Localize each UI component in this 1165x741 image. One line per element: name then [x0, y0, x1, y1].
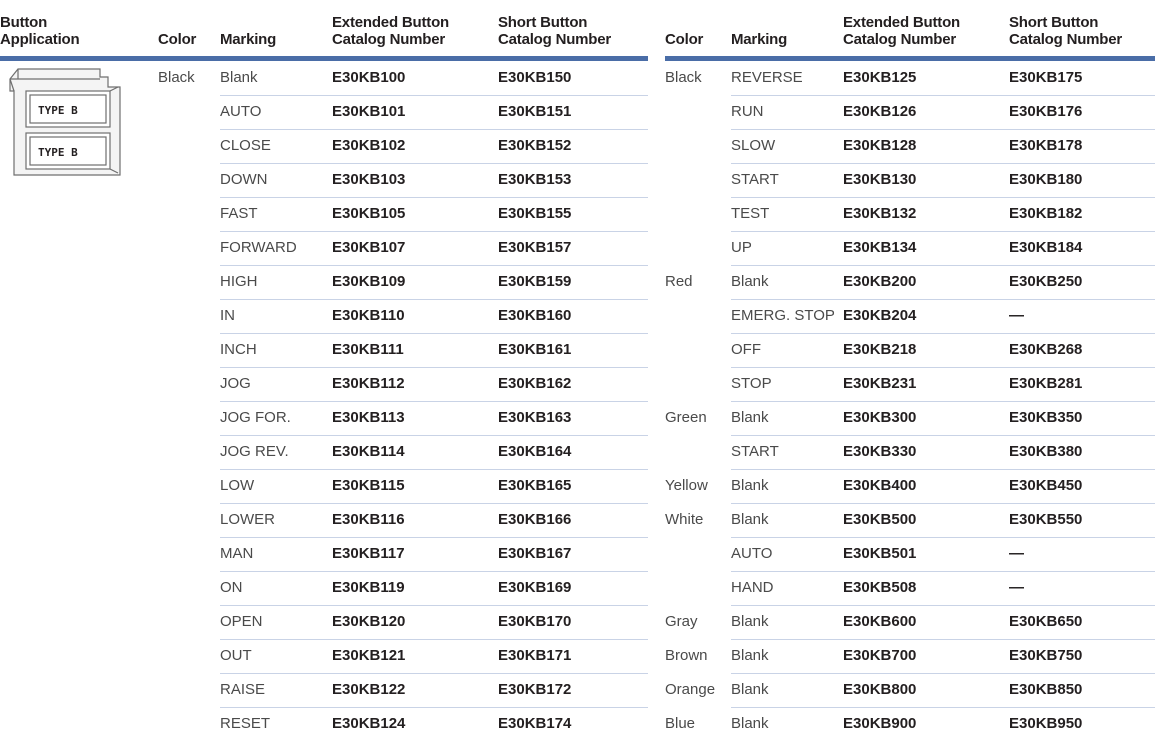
extended-cell: E30KB114 [332, 443, 405, 460]
extended-cell: E30KB500 [843, 511, 917, 528]
marking-cell: REVERSE [731, 69, 803, 86]
table-row [0, 299, 1165, 333]
short-cell: E30KB167 [498, 545, 572, 562]
extended-cell: E30KB231 [843, 375, 917, 392]
header-marking-right: Marking [731, 31, 788, 48]
marking-cell: OFF [731, 341, 761, 358]
marking-cell: FAST [220, 205, 258, 222]
illustration-label-top: TYPE B [38, 104, 78, 117]
extended-cell: E30KB109 [332, 273, 406, 290]
extended-cell: E30KB218 [843, 341, 917, 358]
table-row [0, 571, 1165, 605]
table-row [0, 333, 1165, 367]
table-row [0, 639, 1165, 673]
extended-cell: E30KB124 [332, 715, 406, 732]
header-line: Extended Button [843, 14, 960, 31]
short-cell: E30KB268 [1009, 341, 1083, 358]
marking-cell: Blank [731, 613, 769, 630]
extended-cell: E30KB126 [843, 103, 917, 120]
short-cell: E30KB157 [498, 239, 572, 256]
short-cell: E30KB161 [498, 341, 572, 358]
short-cell: E30KB350 [1009, 409, 1083, 426]
header-short-left [498, 14, 611, 48]
extended-cell: E30KB300 [843, 409, 917, 426]
extended-cell: E30KB113 [332, 409, 405, 426]
marking-cell: HAND [731, 579, 774, 596]
marking-cell: UP [731, 239, 752, 256]
marking-cell: JOG FOR. [220, 409, 291, 426]
extended-cell: E30KB700 [843, 647, 917, 664]
table-row [0, 469, 1165, 503]
marking-cell: EMERG. STOP [731, 307, 835, 324]
header-line: Catalog Number [843, 31, 957, 48]
color-cell: Green [665, 409, 707, 426]
short-cell: E30KB162 [498, 375, 572, 392]
extended-cell: E30KB107 [332, 239, 406, 256]
header-line: Catalog Number [332, 31, 446, 48]
table-row [0, 503, 1165, 537]
marking-cell: START [731, 443, 779, 460]
short-cell: E30KB151 [498, 103, 572, 120]
marking-cell: FORWARD [220, 239, 297, 256]
extended-cell: E30KB200 [843, 273, 917, 290]
extended-cell: E30KB122 [332, 681, 406, 698]
extended-cell: E30KB103 [332, 171, 406, 188]
table-row [0, 435, 1165, 469]
short-cell: E30KB160 [498, 307, 572, 324]
marking-cell: Blank [731, 647, 769, 664]
short-cell: E30KB180 [1009, 171, 1083, 188]
extended-cell: E30KB102 [332, 137, 406, 154]
extended-cell: E30KB125 [843, 69, 917, 86]
short-cell: E30KB178 [1009, 137, 1083, 154]
extended-cell: E30KB501 [843, 545, 917, 562]
short-cell: E30KB176 [1009, 103, 1083, 120]
extended-cell: E30KB119 [332, 579, 405, 596]
short-cell: E30KB172 [498, 681, 572, 698]
color-cell: Brown [665, 647, 708, 664]
short-cell: E30KB250 [1009, 273, 1083, 290]
marking-cell: Blank [731, 681, 769, 698]
marking-cell: TEST [731, 205, 770, 222]
marking-cell: Blank [220, 69, 258, 86]
color-cell: White [665, 511, 704, 528]
marking-cell: RUN [731, 103, 764, 120]
extended-cell: E30KB130 [843, 171, 917, 188]
extended-cell: E30KB204 [843, 307, 917, 324]
color-cell: Red [665, 273, 693, 290]
short-cell: E30KB169 [498, 579, 572, 596]
extended-cell: E30KB132 [843, 205, 917, 222]
short-cell: — [1009, 579, 1024, 596]
header-color-left: Color [158, 31, 197, 48]
header-extended-left [332, 14, 449, 48]
marking-cell: RESET [220, 715, 271, 732]
marking-cell: OUT [220, 647, 252, 664]
extended-cell: E30KB330 [843, 443, 917, 460]
illustration-label-bottom: TYPE B [38, 146, 78, 159]
extended-cell: E30KB111 [332, 341, 404, 358]
table-row [0, 707, 1165, 741]
short-cell: E30KB184 [1009, 239, 1083, 256]
header-extended-right [843, 14, 960, 48]
extended-cell: E30KB121 [332, 647, 406, 664]
marking-cell: Blank [731, 477, 769, 494]
extended-cell: E30KB800 [843, 681, 917, 698]
color-cell: Gray [665, 613, 698, 630]
extended-cell: E30KB128 [843, 137, 917, 154]
marking-cell: INCH [220, 341, 257, 358]
marking-cell: RAISE [220, 681, 266, 698]
table-row [0, 197, 1165, 231]
header-line: Catalog Number [1009, 31, 1123, 48]
marking-cell: CLOSE [220, 137, 271, 154]
header-line: Extended Button [332, 14, 449, 31]
marking-cell: HIGH [220, 273, 258, 290]
short-cell: E30KB650 [1009, 613, 1083, 630]
table-row [0, 129, 1165, 163]
marking-cell: SLOW [731, 137, 776, 154]
header-line: Application [0, 31, 80, 48]
marking-cell: STOP [731, 375, 772, 392]
color-cell: Orange [665, 681, 716, 698]
table-row [0, 605, 1165, 639]
short-cell: E30KB165 [498, 477, 572, 494]
short-cell: E30KB164 [498, 443, 572, 460]
short-cell: E30KB175 [1009, 69, 1083, 86]
marking-cell: IN [220, 307, 235, 324]
marking-cell: Blank [731, 511, 769, 528]
short-cell: — [1009, 307, 1024, 324]
header-line: Catalog Number [498, 31, 612, 48]
extended-cell: E30KB105 [332, 205, 406, 222]
color-cell: Black [158, 69, 195, 86]
short-cell: E30KB950 [1009, 715, 1083, 732]
table-row [0, 95, 1165, 129]
extended-cell: E30KB508 [843, 579, 917, 596]
marking-cell: Blank [731, 409, 769, 426]
short-cell: E30KB174 [498, 715, 572, 732]
short-cell: E30KB166 [498, 511, 572, 528]
short-cell: E30KB152 [498, 137, 572, 154]
short-cell: E30KB182 [1009, 205, 1083, 222]
short-cell: E30KB163 [498, 409, 572, 426]
short-cell: E30KB150 [498, 69, 572, 86]
extended-cell: E30KB900 [843, 715, 917, 732]
short-cell: E30KB153 [498, 171, 572, 188]
extended-cell: E30KB101 [332, 103, 406, 120]
table-row [0, 537, 1165, 571]
extended-cell: E30KB110 [332, 307, 405, 324]
header-button-application [0, 14, 79, 48]
table-row [0, 231, 1165, 265]
header-line: Short Button [1009, 14, 1099, 31]
header-line: Button [0, 14, 48, 31]
color-cell: Yellow [665, 477, 708, 494]
short-cell: E30KB281 [1009, 375, 1083, 392]
extended-cell: E30KB134 [843, 239, 917, 256]
marking-cell: JOG REV. [220, 443, 289, 460]
short-cell: E30KB550 [1009, 511, 1083, 528]
short-cell: E30KB750 [1009, 647, 1083, 664]
marking-cell: LOW [220, 477, 255, 494]
short-cell: E30KB159 [498, 273, 572, 290]
short-cell: E30KB155 [498, 205, 572, 222]
extended-cell: E30KB116 [332, 511, 405, 528]
marking-cell: MAN [220, 545, 254, 562]
header-line: Short Button [498, 14, 588, 31]
header-short-right [1009, 14, 1122, 48]
header-color-right: Color [665, 31, 704, 48]
table-row [0, 673, 1165, 707]
marking-cell: DOWN [220, 171, 268, 188]
marking-cell: AUTO [731, 545, 773, 562]
extended-cell: E30KB117 [332, 545, 405, 562]
extended-cell: E30KB100 [332, 69, 406, 86]
extended-cell: E30KB115 [332, 477, 405, 494]
table-row [0, 265, 1165, 299]
marking-cell: START [731, 171, 779, 188]
short-cell: E30KB850 [1009, 681, 1083, 698]
short-cell: E30KB380 [1009, 443, 1083, 460]
extended-cell: E30KB400 [843, 477, 917, 494]
table-row [0, 163, 1165, 197]
table-row [0, 61, 1165, 95]
extended-cell: E30KB112 [332, 375, 405, 392]
short-cell: — [1009, 545, 1024, 562]
marking-cell: JOG [220, 375, 251, 392]
marking-cell: Blank [731, 273, 769, 290]
marking-cell: LOWER [220, 511, 276, 528]
extended-cell: E30KB120 [332, 613, 406, 630]
color-cell: Black [665, 69, 702, 86]
marking-cell: Blank [731, 715, 769, 732]
table-header [0, 0, 1165, 56]
header-marking-left: Marking [220, 31, 277, 48]
marking-cell: OPEN [220, 613, 263, 630]
color-cell: Blue [665, 715, 696, 732]
short-cell: E30KB170 [498, 613, 572, 630]
short-cell: E30KB171 [498, 647, 572, 664]
short-cell: E30KB450 [1009, 477, 1083, 494]
table-row [0, 367, 1165, 401]
table-row [0, 401, 1165, 435]
marking-cell: ON [220, 579, 243, 596]
marking-cell: AUTO [220, 103, 262, 120]
extended-cell: E30KB600 [843, 613, 917, 630]
